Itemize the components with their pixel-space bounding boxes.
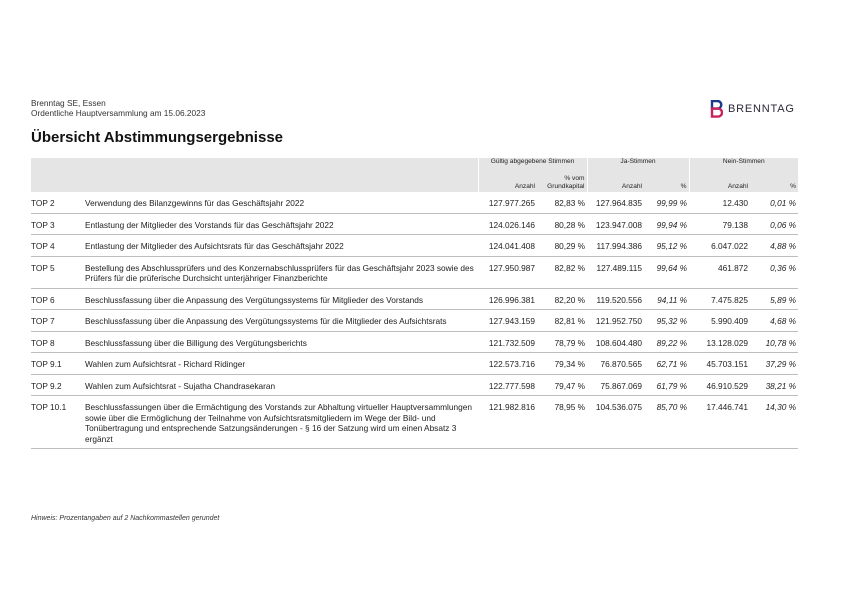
yes-votes-count: 121.952.750	[587, 310, 644, 332]
table-row	[31, 213, 798, 235]
voting-results-table	[31, 158, 798, 449]
yes-votes-pct: 99,64 %	[644, 256, 689, 288]
agenda-description: Wahlen zum Aufsichtsrat - Richard Ridinger	[83, 353, 478, 375]
no-votes-pct: 10,78 %	[750, 331, 798, 353]
table-row	[31, 288, 798, 310]
yes-votes-count: 75.867.069	[587, 374, 644, 396]
table-row	[31, 235, 798, 257]
agenda-description: Beschlussfassung über die Billigung des Vergütungsberichts	[83, 331, 478, 353]
agenda-item: TOP 7	[31, 310, 83, 332]
no-votes-pct: 37,29 %	[750, 353, 798, 375]
no-votes-count: 7.475.825	[689, 288, 750, 310]
no-votes-pct: 4,68 %	[750, 310, 798, 332]
header-yes-count: Anzahl	[587, 169, 644, 192]
header-spacer	[31, 158, 478, 169]
valid-votes-count: 127.977.265	[478, 192, 537, 213]
yes-votes-pct: 85,70 %	[644, 396, 689, 449]
footnote: Hinweis: Prozentangaben auf 2 Nachkommastellen gerundet	[31, 515, 220, 522]
no-votes-pct: 0,36 %	[750, 256, 798, 288]
table-row	[31, 331, 798, 353]
no-votes-pct: 4,88 %	[750, 235, 798, 257]
table-row	[31, 192, 798, 213]
valid-votes-count: 127.950.987	[478, 256, 537, 288]
table-header	[31, 158, 798, 192]
table-row	[31, 353, 798, 375]
pct-share-capital: 78,79 %	[537, 331, 587, 353]
page-title: Übersicht Abstimmungsergebnisse	[31, 129, 284, 146]
agenda-description: Beschlussfassung über die Anpassung des Vergütungssystems für die Mitglieder des Aufsichtsrats	[83, 310, 478, 332]
no-votes-pct: 5,89 %	[750, 288, 798, 310]
yes-votes-pct: 95,32 %	[644, 310, 689, 332]
valid-votes-count: 121.732.509	[478, 331, 537, 353]
pct-share-capital: 80,29 %	[537, 235, 587, 257]
agenda-item: TOP 10.1	[31, 396, 83, 449]
valid-votes-count: 124.026.146	[478, 213, 537, 235]
agenda-description: Wahlen zum Aufsichtsrat - Sujatha Chandrasekaran	[83, 374, 478, 396]
pct-share-capital: 79,47 %	[537, 374, 587, 396]
agenda-item: TOP 2	[31, 192, 83, 213]
no-votes-pct: 14,30 %	[750, 396, 798, 449]
yes-votes-pct: 95,12 %	[644, 235, 689, 257]
yes-votes-count: 117.994.386	[587, 235, 644, 257]
agenda-item: TOP 3	[31, 213, 83, 235]
table-row	[31, 256, 798, 288]
pct-share-capital: 80,28 %	[537, 213, 587, 235]
agenda-description: Beschlussfassungen über die Ermächtigung des Vorstands zur Abhaltung virtueller Hauptversammlungen sowie über die Ermöglichung der Teilnahme von Aufsichtsratsmitgliedern im Wege der Bild- und Tonübertragung und entsprechende Satzungsänderungen - § 16 der Satzung wird um einen Absatz 3 ergänzt	[83, 396, 478, 449]
agenda-item: TOP 4	[31, 235, 83, 257]
yes-votes-count: 127.489.115	[587, 256, 644, 288]
no-votes-count: 46.910.529	[689, 374, 750, 396]
logo-wordmark: BRENNTAG	[728, 103, 795, 115]
table-row	[31, 396, 798, 449]
yes-votes-pct: 62,71 %	[644, 353, 689, 375]
pct-share-capital: 82,83 %	[537, 192, 587, 213]
no-votes-count: 79.138	[689, 213, 750, 235]
agenda-item: TOP 6	[31, 288, 83, 310]
pct-share-capital: 82,20 %	[537, 288, 587, 310]
header-pct-share-capital-line2: Grundkapital	[547, 183, 585, 190]
pct-share-capital: 82,82 %	[537, 256, 587, 288]
meeting-date: Ordentliche Hauptversammlung am 15.06.2023	[31, 108, 206, 118]
pct-share-capital: 82,81 %	[537, 310, 587, 332]
table-row	[31, 374, 798, 396]
yes-votes-pct: 94,11 %	[644, 288, 689, 310]
agenda-description: Bestellung des Abschlussprüfers und des Konzernabschlussprüfers für das Geschäftsjahr 2023 sowie des Prüfers für die prüferische Durchsicht unterjähriger Finanzberichte	[83, 256, 478, 288]
brenntag-logo-icon	[710, 100, 723, 118]
agenda-item: TOP 8	[31, 331, 83, 353]
yes-votes-count: 108.604.480	[587, 331, 644, 353]
agenda-description: Beschlussfassung über die Anpassung des Vergütungssystems für Mitglieder des Vorstands	[83, 288, 478, 310]
header-valid-count: Anzahl	[478, 169, 537, 192]
table-row	[31, 310, 798, 332]
header-yes-pct: %	[644, 169, 689, 192]
header-pct-share-capital	[537, 169, 587, 192]
header-valid-votes: Gültig abgegebene Stimmen	[478, 158, 587, 169]
valid-votes-count: 122.573.716	[478, 353, 537, 375]
agenda-description: Entlastung der Mitglieder des Aufsichtsrats für das Geschäftsjahr 2022	[83, 235, 478, 257]
no-votes-count: 13.128.029	[689, 331, 750, 353]
header-company-block	[31, 98, 205, 118]
valid-votes-count: 127.943.159	[478, 310, 537, 332]
yes-votes-pct: 89,22 %	[644, 331, 689, 353]
header-no-count: Anzahl	[689, 169, 750, 192]
no-votes-pct: 0,06 %	[750, 213, 798, 235]
header-pct-share-capital-line1: % vom	[564, 175, 585, 182]
no-votes-pct: 38,21 %	[750, 374, 798, 396]
yes-votes-count: 76.870.565	[587, 353, 644, 375]
yes-votes-pct: 61,79 %	[644, 374, 689, 396]
valid-votes-count: 124.041.408	[478, 235, 537, 257]
agenda-description: Entlastung der Mitglieder des Vorstands für das Geschäftsjahr 2022	[83, 213, 478, 235]
yes-votes-count: 123.947.008	[587, 213, 644, 235]
no-votes-count: 12.430	[689, 192, 750, 213]
no-votes-count: 461.872	[689, 256, 750, 288]
valid-votes-count: 121.982.816	[478, 396, 537, 449]
header-no-votes: Nein-Stimmen	[689, 158, 798, 169]
company-name: Brenntag SE, Essen	[31, 98, 106, 108]
agenda-item: TOP 9.2	[31, 374, 83, 396]
no-votes-count: 45.703.151	[689, 353, 750, 375]
header-no-pct: %	[750, 169, 798, 192]
agenda-item: TOP 9.1	[31, 353, 83, 375]
no-votes-count: 17.446.741	[689, 396, 750, 449]
yes-votes-count: 104.536.075	[587, 396, 644, 449]
no-votes-count: 5.990.409	[689, 310, 750, 332]
agenda-description: Verwendung des Bilanzgewinns für das Geschäftsjahr 2022	[83, 192, 478, 213]
yes-votes-pct: 99,94 %	[644, 213, 689, 235]
pct-share-capital: 78,95 %	[537, 396, 587, 449]
header-spacer-2	[31, 169, 478, 192]
no-votes-pct: 0,01 %	[750, 192, 798, 213]
valid-votes-count: 126.996.381	[478, 288, 537, 310]
yes-votes-count: 119.520.556	[587, 288, 644, 310]
no-votes-count: 6.047.022	[689, 235, 750, 257]
agenda-item: TOP 5	[31, 256, 83, 288]
header-yes-votes: Ja-Stimmen	[587, 158, 689, 169]
valid-votes-count: 122.777.598	[478, 374, 537, 396]
pct-share-capital: 79,34 %	[537, 353, 587, 375]
brenntag-logo	[710, 100, 795, 118]
yes-votes-pct: 99,99 %	[644, 192, 689, 213]
yes-votes-count: 127.964.835	[587, 192, 644, 213]
table-body	[31, 192, 798, 449]
